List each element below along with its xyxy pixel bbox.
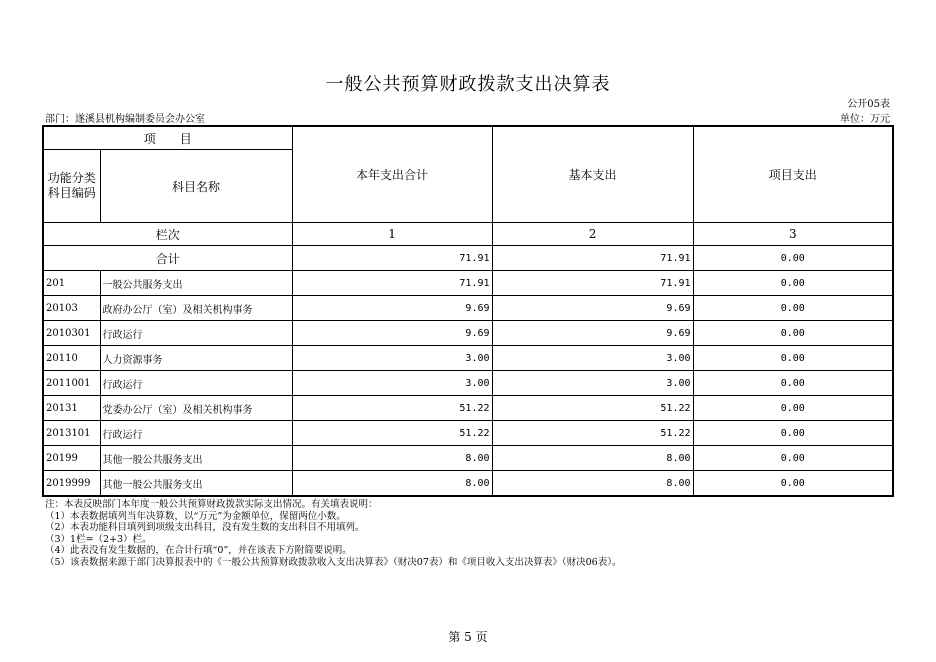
table-row: [43, 321, 893, 346]
row-name: 行政运行: [100, 421, 292, 446]
row-name: 行政运行: [100, 371, 292, 396]
row-basic: 3.00: [492, 371, 693, 396]
row-total: 3.00: [292, 346, 492, 371]
row-basic: 51.22: [492, 421, 693, 446]
total-basic: 71.91: [492, 246, 693, 271]
total-label: 合计: [43, 246, 292, 271]
notes: [45, 499, 621, 569]
row-code: 20199: [43, 446, 100, 471]
row-total: 51.22: [292, 396, 492, 421]
header-basic: 基本支出: [492, 126, 693, 223]
header-total: 本年支出合计: [292, 126, 492, 223]
row-code: 201: [43, 271, 100, 296]
table-row: [43, 296, 893, 321]
row-code: 2013101: [43, 421, 100, 446]
row-project: 0.00: [693, 321, 893, 346]
row-project: 0.00: [693, 296, 893, 321]
column-index-label: 栏次: [43, 223, 292, 246]
row-total: 9.69: [292, 296, 492, 321]
row-name: 一般公共服务支出: [100, 271, 292, 296]
column-index-2: 2: [492, 223, 693, 246]
row-name: 其他一般公共服务支出: [100, 471, 292, 497]
row-code: 2011001: [43, 371, 100, 396]
row-total: 3.00: [292, 371, 492, 396]
row-code: 20131: [43, 396, 100, 421]
header-project: 项目支出: [693, 126, 893, 223]
row-basic: 8.00: [492, 471, 693, 497]
row-basic: 9.69: [492, 321, 693, 346]
row-code: 2010301: [43, 321, 100, 346]
row-project: 0.00: [693, 396, 893, 421]
unit-label: 单位：万元: [840, 114, 890, 125]
row-basic: 3.00: [492, 346, 693, 371]
row-project: 0.00: [693, 471, 893, 497]
row-total: 71.91: [292, 271, 492, 296]
row-total: 8.00: [292, 446, 492, 471]
row-code: 20103: [43, 296, 100, 321]
header-func-code: 功能分类科目编码: [43, 150, 100, 223]
form-number: 公开05表: [847, 99, 890, 110]
report-title: 一般公共预算财政拨款支出决算表: [325, 74, 611, 95]
row-project: 0.00: [693, 271, 893, 296]
note-line: 注：本表反映部门本年度一般公共预算财政拨款实际支出情况。有关填表说明：: [45, 499, 378, 510]
table-row: [43, 396, 893, 421]
row-basic: 8.00: [492, 446, 693, 471]
table-row: [43, 271, 893, 296]
header-item: 项 目: [43, 126, 292, 150]
row-basic: 51.22: [492, 396, 693, 421]
row-project: 0.00: [693, 346, 893, 371]
column-index-row: [43, 223, 893, 246]
column-index-1: 1: [292, 223, 492, 246]
header-subject-name: 科目名称: [100, 150, 292, 223]
note-line: （1）本表数据填列当年决算数，以“万元”为金额单位，保留两位小数。: [45, 510, 346, 522]
note-line: （3）1栏=（2+3）栏。: [45, 533, 152, 545]
note-line: （4）此表没有发生数据的，在合计行填“0”，并在该表下方附简要说明。: [45, 545, 352, 557]
row-code: 20110: [43, 346, 100, 371]
row-total: 8.00: [292, 471, 492, 497]
department-label: 部门：遂溪县机构编制委员会办公室: [45, 114, 205, 125]
column-index-3: 3: [693, 223, 893, 246]
row-code: 2019999: [43, 471, 100, 497]
table-row: [43, 471, 893, 497]
expenditure-table: [42, 125, 894, 497]
row-basic: 9.69: [492, 296, 693, 321]
header-row-item: [43, 126, 893, 150]
row-name: 党委办公厅（室）及相关机构事务: [100, 396, 292, 421]
row-total: 9.69: [292, 321, 492, 346]
page-number: 第 5 页: [448, 630, 488, 644]
row-project: 0.00: [693, 446, 893, 471]
table-row: [43, 371, 893, 396]
total-project: 0.00: [693, 246, 893, 271]
total-total: 71.91: [292, 246, 492, 271]
note-line: （2）本表功能科目填列到项级支出科目，没有发生数的支出科目不用填列。: [45, 522, 365, 534]
row-project: 0.00: [693, 421, 893, 446]
row-name: 行政运行: [100, 321, 292, 346]
row-total: 51.22: [292, 421, 492, 446]
table-row: [43, 421, 893, 446]
row-name: 人力资源事务: [100, 346, 292, 371]
row-project: 0.00: [693, 371, 893, 396]
row-basic: 71.91: [492, 271, 693, 296]
table-row: [43, 346, 893, 371]
total-row: [43, 246, 893, 271]
table-row: [43, 446, 893, 471]
row-name: 政府办公厅（室）及相关机构事务: [100, 296, 292, 321]
row-name: 其他一般公共服务支出: [100, 446, 292, 471]
note-line: （5）该表数据来源于部门决算报表中的《一般公共预算财政拨款收入支出决算表》（财决07表）和《项目收入支出决算表》（财决06表）。: [45, 556, 622, 568]
